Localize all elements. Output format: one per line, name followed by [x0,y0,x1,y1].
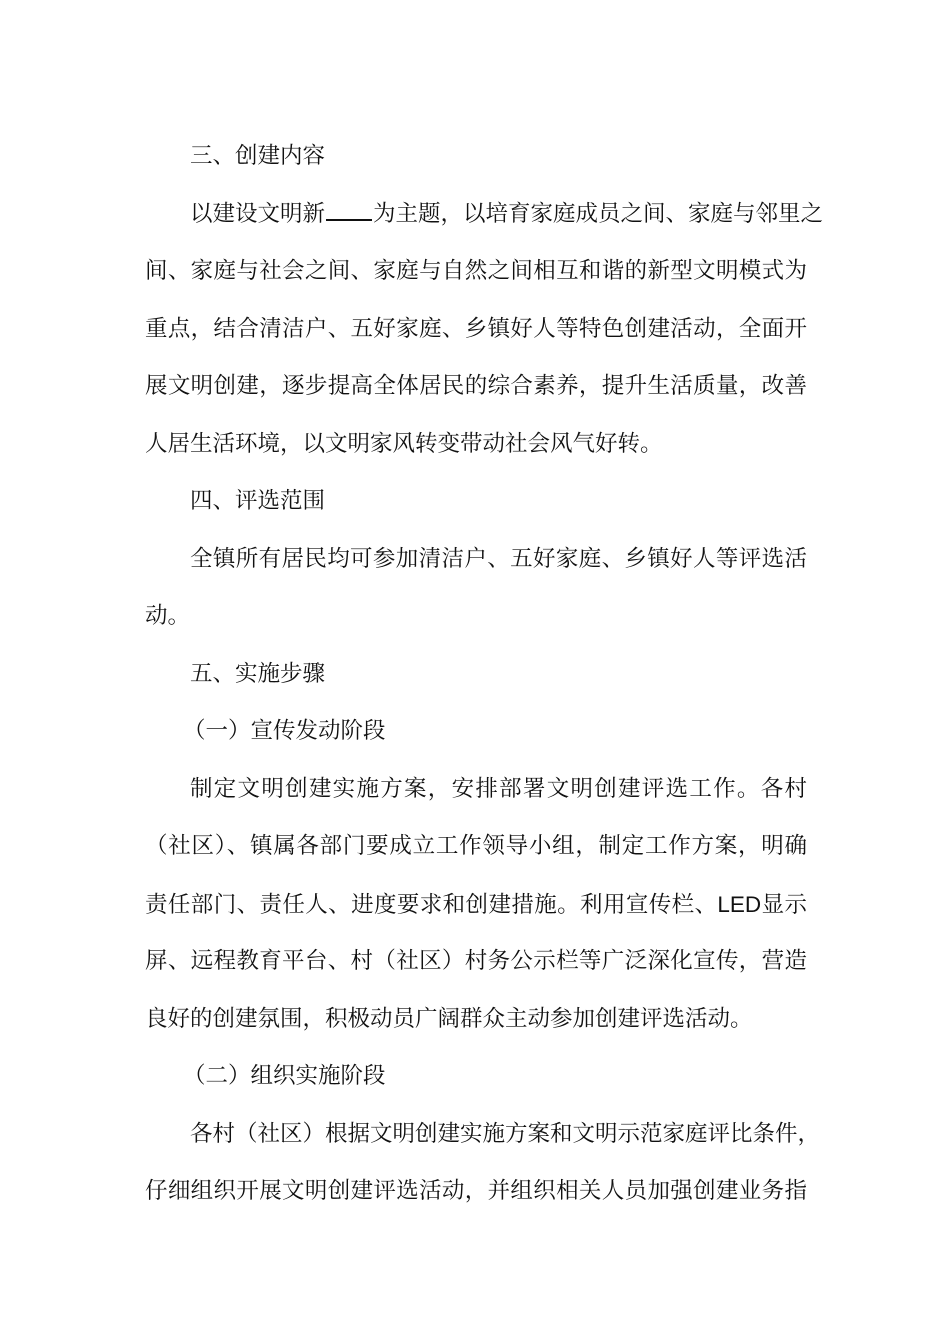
text-segment: 显示 [761,891,807,918]
paragraph-line: 仔细组织开展文明创建评选活动，并组织相关人员加强创建业务指 [145,1178,807,1204]
subsection-heading-2: （二）组织实施阶段 [183,1063,386,1089]
section-heading-5: 五、实施步骤 [190,660,326,687]
text-segment: 以建设文明新 [190,200,326,227]
document-body [145,128,824,1221]
text-segment-latin: LED [717,891,762,917]
section-heading-4: 四、评选范围 [190,488,326,514]
text-segment: 为主题，以培育家庭成员之间、家庭与邻里之 [373,200,824,227]
paragraph-line: 各村（社区）根据文明创建实施方案和文明示范家庭评比条件， [190,1120,821,1147]
paragraph-line: 全镇所有居民均可参加清洁户、五好家庭、乡镇好人等评选活 [190,545,807,572]
paragraph-line: 屏、远程教育平台、村（社区）村务公示栏等广泛深化宣传，营造 [145,948,807,974]
subsection-heading-1: （一）宣传发动阶段 [183,718,386,744]
paragraph-line: 良好的创建氛围，积极动员广阔群众主动参加创建评选活动。 [145,1005,753,1032]
paragraph-line [145,186,824,244]
paragraph-line: 间、家庭与社会之间、家庭与自然之间相互和谐的新型文明模式为 [145,258,807,284]
paragraph-line: 重点，结合清洁户、五好家庭、乡镇好人等特色创建活动，全面开 [145,315,807,342]
paragraph-line: （社区）、镇属各部门要成立工作领导小组，制定工作方案，明确 [145,833,807,859]
section-heading-3: 三、创建内容 [190,143,326,169]
fill-in-blank [326,197,372,221]
paragraph-line: 动。 [145,603,191,629]
paragraph-line: 人居生活环境，以文明家风转变带动社会风气好转。 [145,430,663,457]
paragraph-line: 展文明创建，逐步提高全体居民的综合素养，提升生活质量，改善 [145,373,807,399]
paragraph-line [145,876,807,934]
paragraph-line: 制定文明创建实施方案，安排部署文明创建评选工作。各村 [190,775,807,802]
text-segment: 责任部门、责任人、进度要求和创建措施。利用宣传栏、 [145,891,718,918]
